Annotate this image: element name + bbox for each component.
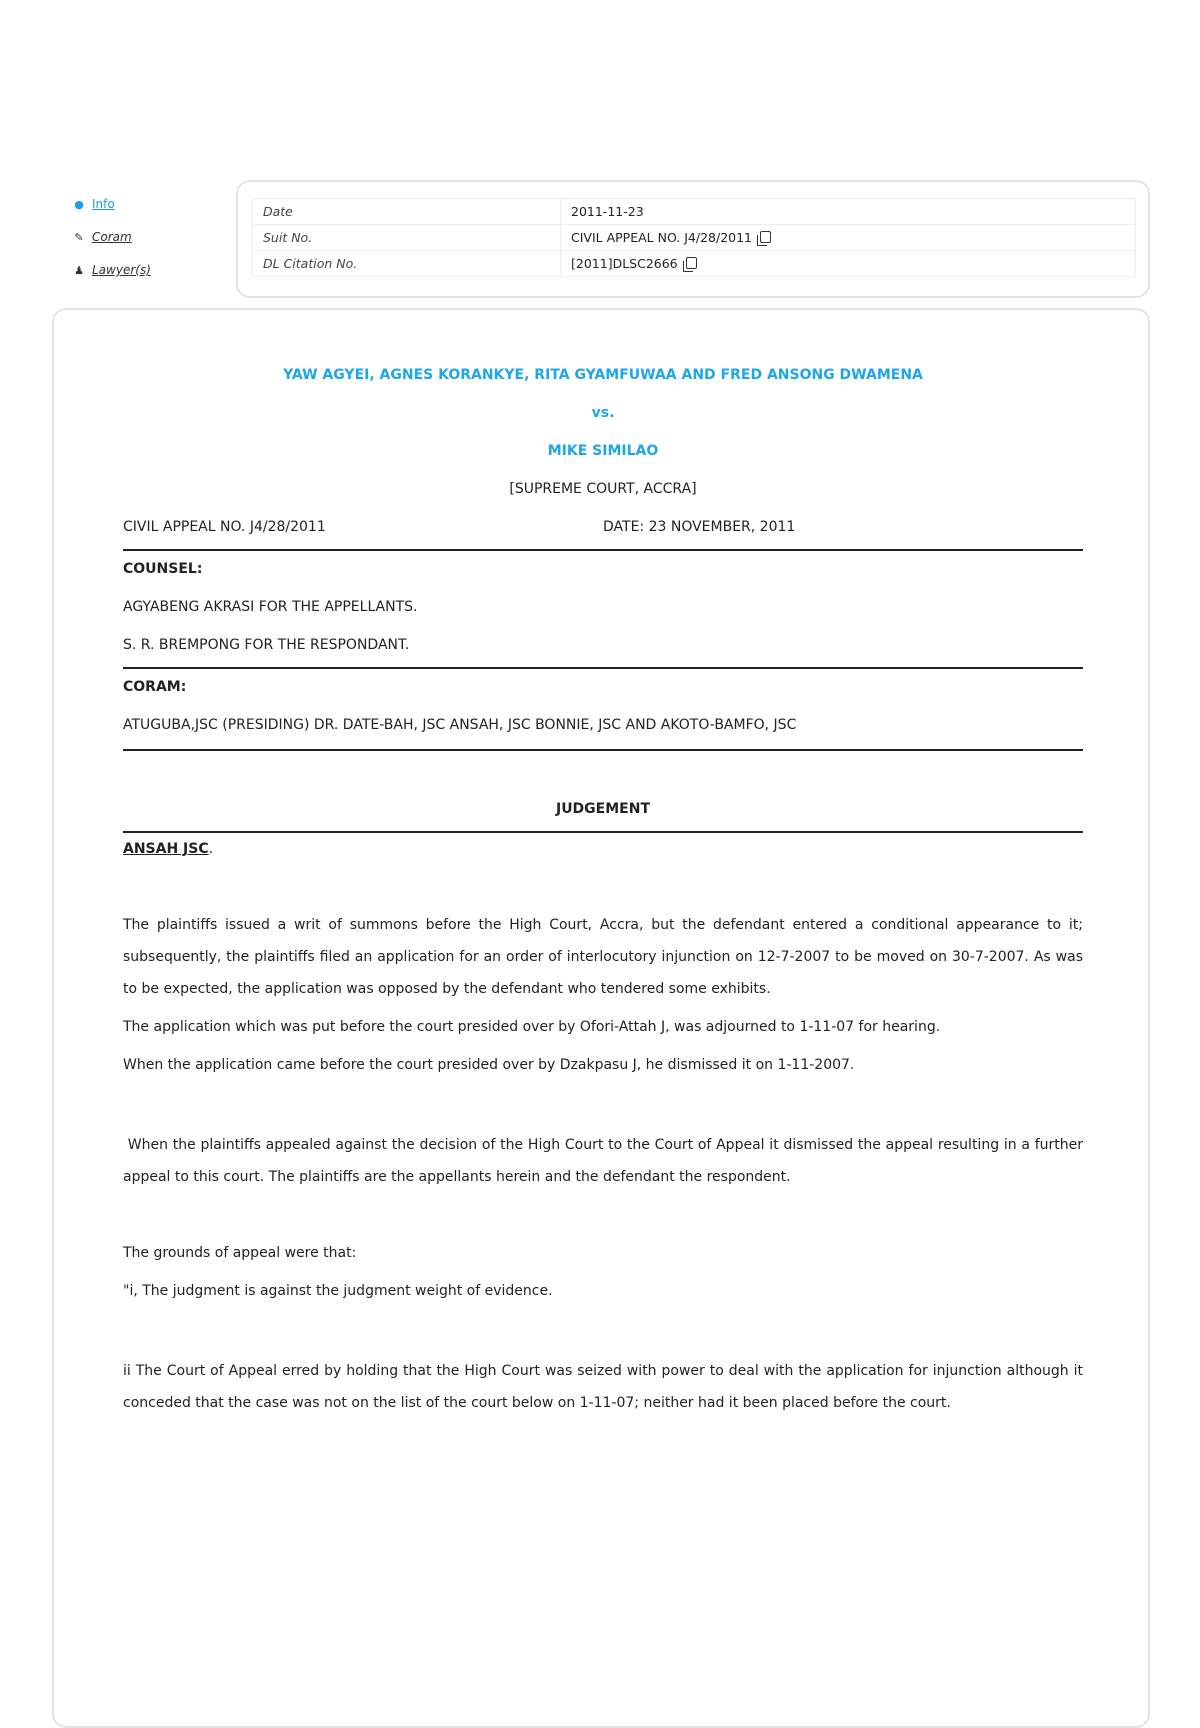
judgement-heading: JUDGEMENT — [555, 801, 650, 817]
side-nav — [72, 194, 222, 293]
counsel-heading: COUNSEL: — [123, 561, 203, 577]
case-meta-table — [252, 198, 1136, 277]
nav-item-lawyers[interactable] — [72, 260, 222, 280]
nav-link-lawyers[interactable]: Lawyer(s) — [92, 263, 151, 277]
paragraph: The plaintiffs issued a writ of summons before the High Court, Accra, but the defendant entered a conditional appearance to it; subsequently, the plaintiffs filed an application for an order of interlocutory injunction on 12-7-2007 to be moved on 30-7-2007. As was to be expected, the application was opposed by the defendant who tendered some exhibits. — [123, 917, 1083, 997]
divider — [123, 831, 1083, 833]
nav-link-info[interactable]: Info — [92, 197, 115, 211]
versus-label: vs. — [591, 405, 615, 421]
paragraph: "i, The judgment is against the judgment weight of evidence. — [123, 1283, 553, 1299]
meta-value-citation: [2011]DLSC2666 — [561, 251, 1136, 277]
court-name: [SUPREME COURT, ACCRA] — [509, 481, 697, 497]
judgement-document — [123, 355, 1088, 1419]
copy-icon[interactable] — [686, 257, 697, 269]
copy-icon[interactable] — [760, 231, 771, 243]
meta-value-suit-no: CIVIL APPEAL NO. J4/28/2011 — [561, 225, 1136, 251]
meta-key: DL Citation No. — [253, 251, 561, 277]
meta-value-date: 2011-11-23 — [561, 199, 1136, 225]
coram-list: ATUGUBA,JSC (PRESIDING) DR. DATE-BAH, JSC ANSAH, JSC BONNIE, JSC AND AKOTO-BAMFO, JSC — [123, 717, 797, 733]
meta-row-citation — [253, 251, 1136, 277]
nav-link-coram[interactable]: Coram — [92, 230, 132, 244]
meta-key: Suit No. — [253, 225, 561, 251]
divider — [123, 667, 1083, 669]
divider — [123, 549, 1083, 551]
divider — [123, 749, 1083, 751]
user-icon: ♟ — [74, 263, 84, 277]
meta-key: Date — [253, 199, 561, 225]
paragraph: When the application came before the court presided over by Dzakpasu J, he dismissed it on 1-11-2007. — [123, 1057, 855, 1073]
appellants-title: YAW AGYEI, AGNES KORANKYE, RITA GYAMFUWAA AND FRED ANSONG DWAMENA — [283, 367, 923, 383]
case-number: CIVIL APPEAL NO. J4/28/2011 — [123, 519, 326, 535]
case-header-row — [123, 519, 1083, 535]
nav-item-info[interactable] — [72, 194, 222, 214]
coram-heading: CORAM: — [123, 679, 187, 695]
paragraph: ii The Court of Appeal erred by holding that the High Court was seized with power to deal with the application for injunction although it conceded that the case was not on the list of the court below on 1-11-07; neither had it been placed before the court. — [123, 1363, 1083, 1411]
meta-row-date — [253, 199, 1136, 225]
respondent-title: MIKE SIMILAO — [547, 443, 659, 459]
nav-item-coram[interactable] — [72, 227, 222, 247]
paragraph: When the plaintiffs appealed against the decision of the High Court to the Court of Appeal it dismissed the appeal resulting in a further appeal to this court. The plaintiffs are the appellants herein and the defendant the respondent. — [123, 1137, 1088, 1185]
paragraph: The application which was put before the court presided over by Ofori-Attah J, was adjourned to 1-11-07 for hearing. — [123, 1019, 941, 1035]
info-icon: ● — [74, 197, 84, 211]
judgement-author: ANSAH JSC. — [123, 841, 214, 857]
paragraph: The grounds of appeal were that: — [123, 1245, 357, 1261]
case-meta-card — [236, 180, 1150, 298]
case-date: DATE: 23 NOVEMBER, 2011 — [603, 519, 796, 535]
counsel-appellants: AGYABENG AKRASI FOR THE APPELLANTS. — [123, 599, 418, 615]
gavel-icon: ✎ — [74, 230, 84, 244]
meta-row-suit-no — [253, 225, 1136, 251]
counsel-respondent: S. R. BREMPONG FOR THE RESPONDANT. — [123, 637, 410, 653]
